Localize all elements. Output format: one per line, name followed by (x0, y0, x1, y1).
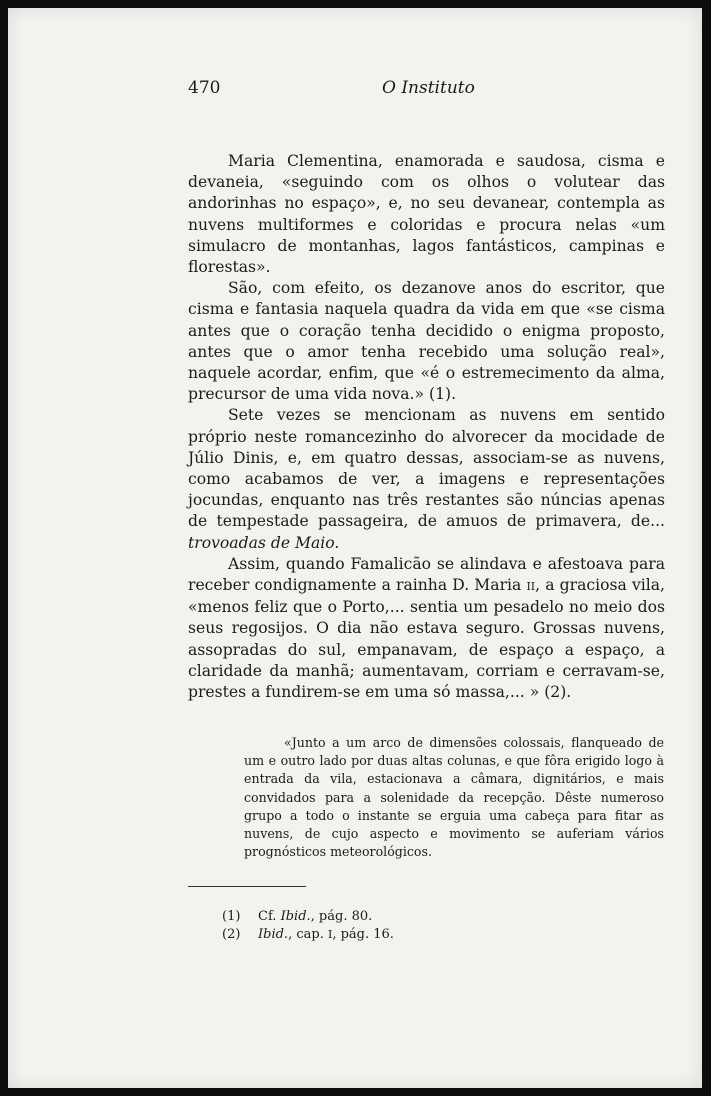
footnote-2 (222, 926, 394, 944)
footnote-1-text: Cf. (258, 909, 277, 924)
paragraph-2 (188, 278, 665, 405)
footnote-2-ibid: Ibid. (258, 927, 289, 942)
roman-numeral: II (526, 580, 536, 594)
body-text (188, 151, 665, 703)
footnotes (222, 908, 394, 944)
page-number: 470 (188, 78, 221, 98)
footnote-1-mark: (1) (222, 909, 241, 924)
page-header (188, 78, 702, 102)
book-page (8, 8, 702, 1088)
footnote-1-page: , pág. 80. (310, 909, 373, 924)
footnote-2-text: , cap. (288, 927, 324, 942)
footnote-1 (222, 908, 394, 926)
paragraph-3 (188, 405, 665, 553)
paragraph-4 (188, 554, 665, 703)
paragraph-4-text: Assim, quando Famalicão se alindava e afestoava para receber condignamente a rainha D. Maria (188, 554, 665, 595)
block-quote: «Junto a um arco de dimensões colossais, flanqueado de um e outro lado por duas altas colunas, e que fôra erigido logo à entrada da vila, estacionava a câmara, dignitários, e mais convidados para a solenidade da recepção. Dêste numeroso grupo a todo o instante se erguia uma cabeça para fitar as nuvens, de cujo aspecto e movimento se auferiam vários prognósticos meteorológicos. (244, 735, 664, 860)
footnote-1-ibid: Ibid. (280, 909, 311, 924)
footnote-2-mark: (2) (222, 927, 241, 942)
paragraph-3-text: Sete vezes se mencionam as nuvens em sentido próprio neste romancezinho do alvorecer da mocidade de Júlio Dinis, e, em quatro dessas, associam-se as nuvens, como acabamos de ver, a imagens e representações jocundas, enquanto nas três restantes são núncias apenas de tempestade passageira, de amuos de primavera, de... (188, 406, 665, 531)
paragraph-1 (188, 151, 665, 278)
footnote-2-page: , pág. 16. (332, 927, 394, 942)
footnote-2-roman: I (327, 928, 333, 941)
paragraph-3-emphasis: trovoadas de Maio. (188, 533, 340, 552)
footnote-divider (188, 886, 306, 887)
paragraph-1-text: Maria Clementina, enamorada e saudosa, cisma e devaneia, «seguindo com os olhos o volutear das andorinhas no espaço», e, no seu devanear, contempla as nuvens multiformes e coloridas e procura nelas «um simulacro de montanhas, lagos fantásticos, campinas e florestas». (188, 152, 665, 277)
page-frame (8, 8, 702, 1088)
footnote-ref-2: (2). (544, 683, 572, 702)
footnote-ref-1: (1). (428, 385, 457, 404)
paragraph-2-text: São, com efeito, os dezanove anos do escritor, que cisma e fantasia naquela quadra da vida em que «se cisma antes que o coração tenha decidido o enigma proposto, antes que o amor tenha recebido uma solução real», naquele acordar, enfim, que «é o estremecimento da alma, precursor de uma vida nova.» (188, 279, 665, 404)
running-title: O Instituto (382, 78, 475, 98)
paragraph-4-text-cont: , a graciosa vila, «menos feliz que o Porto,... sentia um pesadelo no meio dos seus regosijos. O dia não estava seguro. Grossas nuvens, assopradas do sul, empanavam, de espaço a espaço, a claridade da manhã; aumentavam, corriam e cerravam-se, prestes a fundirem-se em uma só massa,... » (188, 576, 665, 702)
